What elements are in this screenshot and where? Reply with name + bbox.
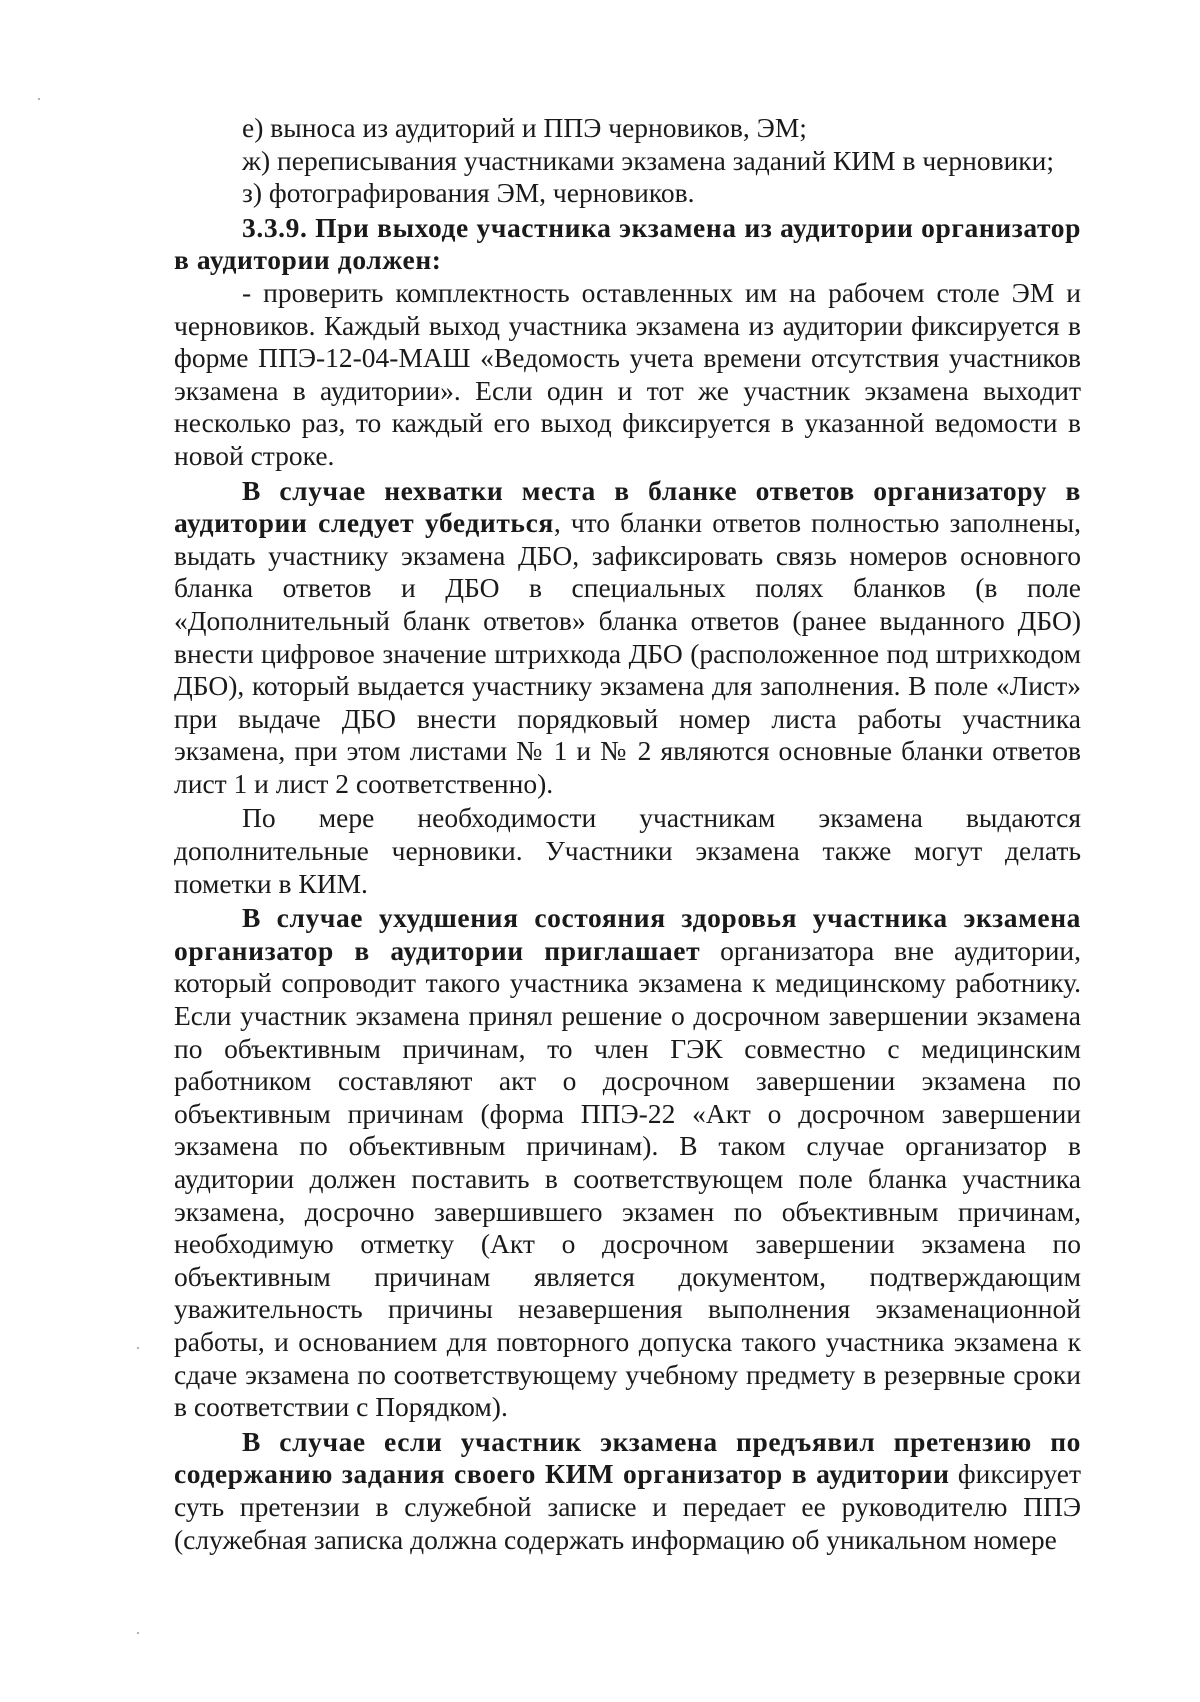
list-item-zh: ж) переписывания участниками экзамена заданий КИМ в черновики; xyxy=(242,144,1055,176)
exit-check-paragraph: - проверить комплектность оставленных им на рабочем столе ЭМ и черновиков. Каждый выход участника экзамена из аудитории фиксируется в форме ППЭ-12-04-МАШ «Ведомость учета времени отсутствия участников экзамена в аудитории». Если один и тот же участник экзамена выходит несколько раз, то каждый его выход фиксируется в указанной ведомости в новой строке. xyxy=(174,276,1081,471)
document-body xyxy=(174,112,1081,1556)
blank-shortage-text: , что бланки ответов полностью заполнены, выдать участнику экзамена ДБО, зафиксировать связь номеров основного бланка ответов и ДБО в специальных полях бланков (в поле «Дополнительный бланк ответов» бланка ответов (ранее выданного ДБО) внести цифровое значение штрихкода ДБО (расположенное под штрихкодом ДБО), который выдается участнику экзамена для заполнения. В поле «Лист» при выдаче ДБО внести порядковый номер листа работы участника экзамена, при этом листами № 1 и № 2 являются основные бланки ответов лист 1 и лист 2 соответственно). xyxy=(174,507,1081,799)
drafts-paragraph: По мере необходимости участникам экзамена выдаются дополнительные черновики. Участники экзамена также могут делать пометки в КИМ. xyxy=(174,802,1081,899)
health-paragraph xyxy=(174,902,1081,1424)
blank-shortage-lead: В случае нехватки места в бланке ответов организатору в аудитории следует убедиться xyxy=(174,474,1081,539)
scan-speck xyxy=(137,1347,139,1349)
blank-shortage-paragraph xyxy=(174,475,1081,801)
claim-paragraph xyxy=(174,1426,1081,1556)
scan-speck xyxy=(38,98,40,100)
health-lead: В случае ухудшения состояния здоровья участника экзамена организатор в аудитории приглашает xyxy=(174,902,1081,966)
section-heading-3-3-9 xyxy=(174,212,1081,277)
scan-speck xyxy=(137,1632,139,1634)
section-heading-text: 3.3.9. При выходе участника экзамена из аудитории организатор в аудитории должен: xyxy=(174,211,1081,276)
list-item-e: е) выноса из аудиторий и ППЭ черновиков, ЭМ; xyxy=(242,112,807,143)
list-item-z: з) фотографирования ЭМ, черновиков. xyxy=(242,177,695,209)
claim-lead: В случае если участник экзамена предъявил претензию по содержанию задания своего КИМ организатор в аудитории xyxy=(174,1425,1081,1490)
claim-text: фиксирует суть претензии в служебной записке и передает ее руководителю ППЭ (служебная записка должна содержать информацию об уникальном номере xyxy=(174,1458,1081,1555)
health-text: организатора вне аудитории, который сопроводит такого участника экзамена к медицинскому работнику. Если участник экзамена принял решение о досрочном завершении экзамена по объективным причинам, то член ГЭК совместно с медицинским работником составляют акт о досрочном завершении экзамена по объективным причинам (форма ППЭ-22 «Акт о досрочном завершении экзамена по объективным причинам). В таком случае организатор в аудитории должен поставить в соответствующем поле бланка участника экзамена, досрочно завершившего экзамен по объективным причинам, необходимую отметку (Акт о досрочном завершении экзамена по объективным причинам является документом, подтверждающим уважительность причины незавершения выполнения экзаменационной работы, и основанием для повторного допуска такого участника экзамена к сдаче экзамена по соответствующему учебному предмету в резервные сроки в соответствии с Порядком). xyxy=(174,934,1081,1423)
